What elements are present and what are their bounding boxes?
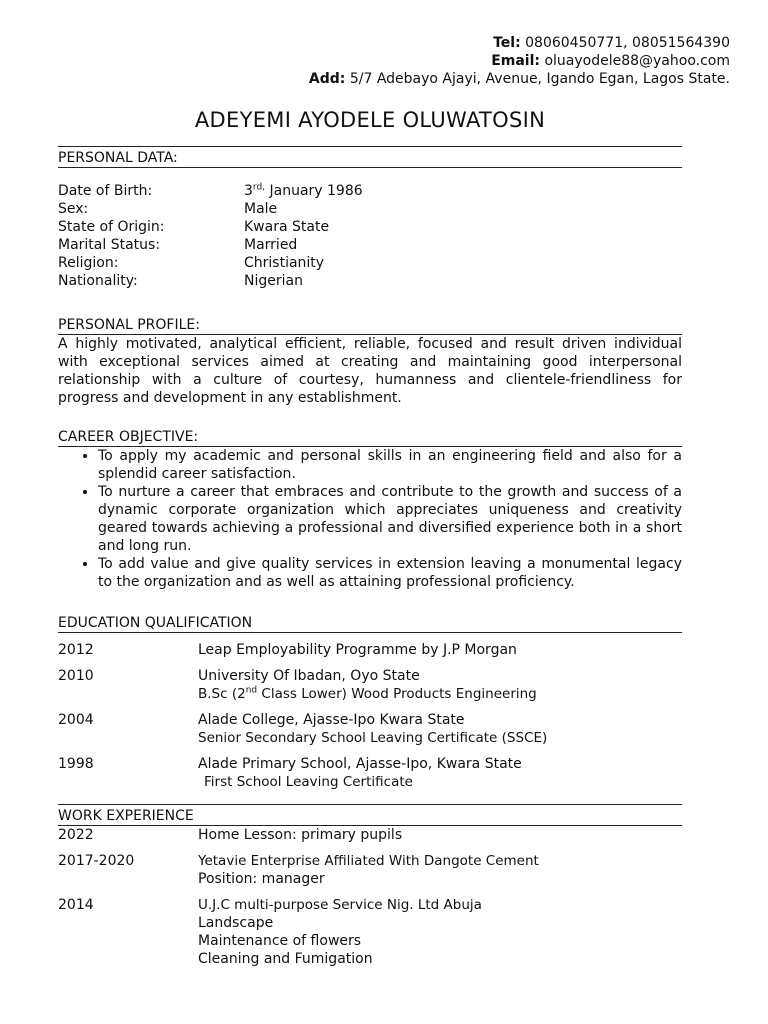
education-title: EDUCATION QUALIFICATION: [58, 612, 682, 633]
dob-row: Date of Birth: $3^{rd,}$ January 1986: [58, 182, 363, 199]
edu-entry: 1998 Alade Primary School, Ajasse-Ipo, Kwara State: [58, 756, 522, 772]
objective-item: • To add value and give quality services in extension leaving a monumental legacy to the organization and as well as attaining professional proficiency.: [98, 555, 682, 591]
work-duty: Landscape: [198, 915, 274, 931]
email-line: Email: oluayodele88@yahoo.com: [491, 53, 730, 69]
nationality-row: Nationality: Nigerian: [58, 273, 303, 289]
objective-list: [58, 447, 682, 591]
edu-entry: 2012 Leap Employability Programme by J.P Morgan: [58, 642, 517, 658]
objective-title: CAREER OBJECTIVE:: [58, 426, 682, 447]
edu-entry: 2010 University Of Ibadan, Oyo State: [58, 668, 420, 684]
contact-block: [309, 34, 730, 88]
dob-value: $3^{rd,}$ January 1986: [244, 182, 363, 199]
work-title: WORK EXPERIENCE: [58, 804, 682, 826]
address-line: Add: 5/7 Adebayo Ajayi, Avenue, Igando Egan, Lagos State.: [308, 71, 730, 87]
personal-data-title: PERSONAL DATA:: [58, 146, 682, 168]
objective-item: • To nurture a career that embraces and contribute to the growth and success of a dynamic corporate organization which appreciates uniqueness and creativity geared towards achieving a professional and diversified experience both in a short and long run.: [98, 483, 682, 555]
work-entry: 2017-2020 Yetavie Enterprise Affiliated With Dangote Cement: [58, 853, 539, 869]
work-position: Position: manager: [198, 871, 325, 887]
marital-row: Marital Status: Married: [58, 237, 298, 253]
education-section: [58, 612, 682, 791]
personal-data-section: [58, 146, 682, 290]
profile-text: A highly motivated, analytical efficient, reliable, focused and result driven individual with exceptional services aimed at creating and maintaining good interpersonal relationship with a culture of courtesy, humanness and clientele-friendliness for progress and development in any establishment.: [58, 336, 682, 406]
edu-subtitle: First School Leaving Certificate: [204, 774, 413, 790]
religion-row: Religion: Christianity: [58, 255, 325, 271]
profile-title: PERSONAL PROFILE:: [58, 314, 682, 335]
candidate-name: ADEYEMI AYODELE OLUWATOSIN: [194, 108, 546, 132]
work-entry: 2014 U.J.C multi-purpose Service Nig. Ltd Abuja: [58, 897, 482, 913]
work-entry: 2022 Home Lesson: primary pupils: [58, 827, 403, 843]
email-value: oluayodele88@yahoo.com: [544, 53, 730, 69]
state-row: State of Origin: Kwara State: [58, 219, 330, 235]
work-duty: Maintenance of flowers: [198, 933, 362, 949]
tel-value: 08060450771, 08051564390: [525, 35, 730, 51]
edu-entry: 2004 Alade College, Ajasse-Ipo Kwara State: [58, 712, 465, 728]
work-section: [58, 804, 682, 968]
edu-subtitle: B.Sc (2nd Class Lower) Wood Products Engineering: [198, 685, 537, 702]
profile-section: [58, 314, 682, 407]
sex-row: Sex: Male: [58, 201, 278, 217]
objective-item: • To apply my academic and personal skills in an engineering field and also for a splendid career satisfaction.: [98, 447, 682, 483]
objective-section: [58, 426, 682, 591]
tel-line: Tel: 08060450771, 08051564390: [493, 35, 730, 51]
work-duty: Cleaning and Fumigation: [198, 951, 373, 967]
address-value: 5/7 Adebayo Ajayi, Avenue, Igando Egan, Lagos State.: [349, 71, 730, 87]
edu-subtitle: Senior Secondary School Leaving Certificate (SSCE): [198, 730, 548, 746]
